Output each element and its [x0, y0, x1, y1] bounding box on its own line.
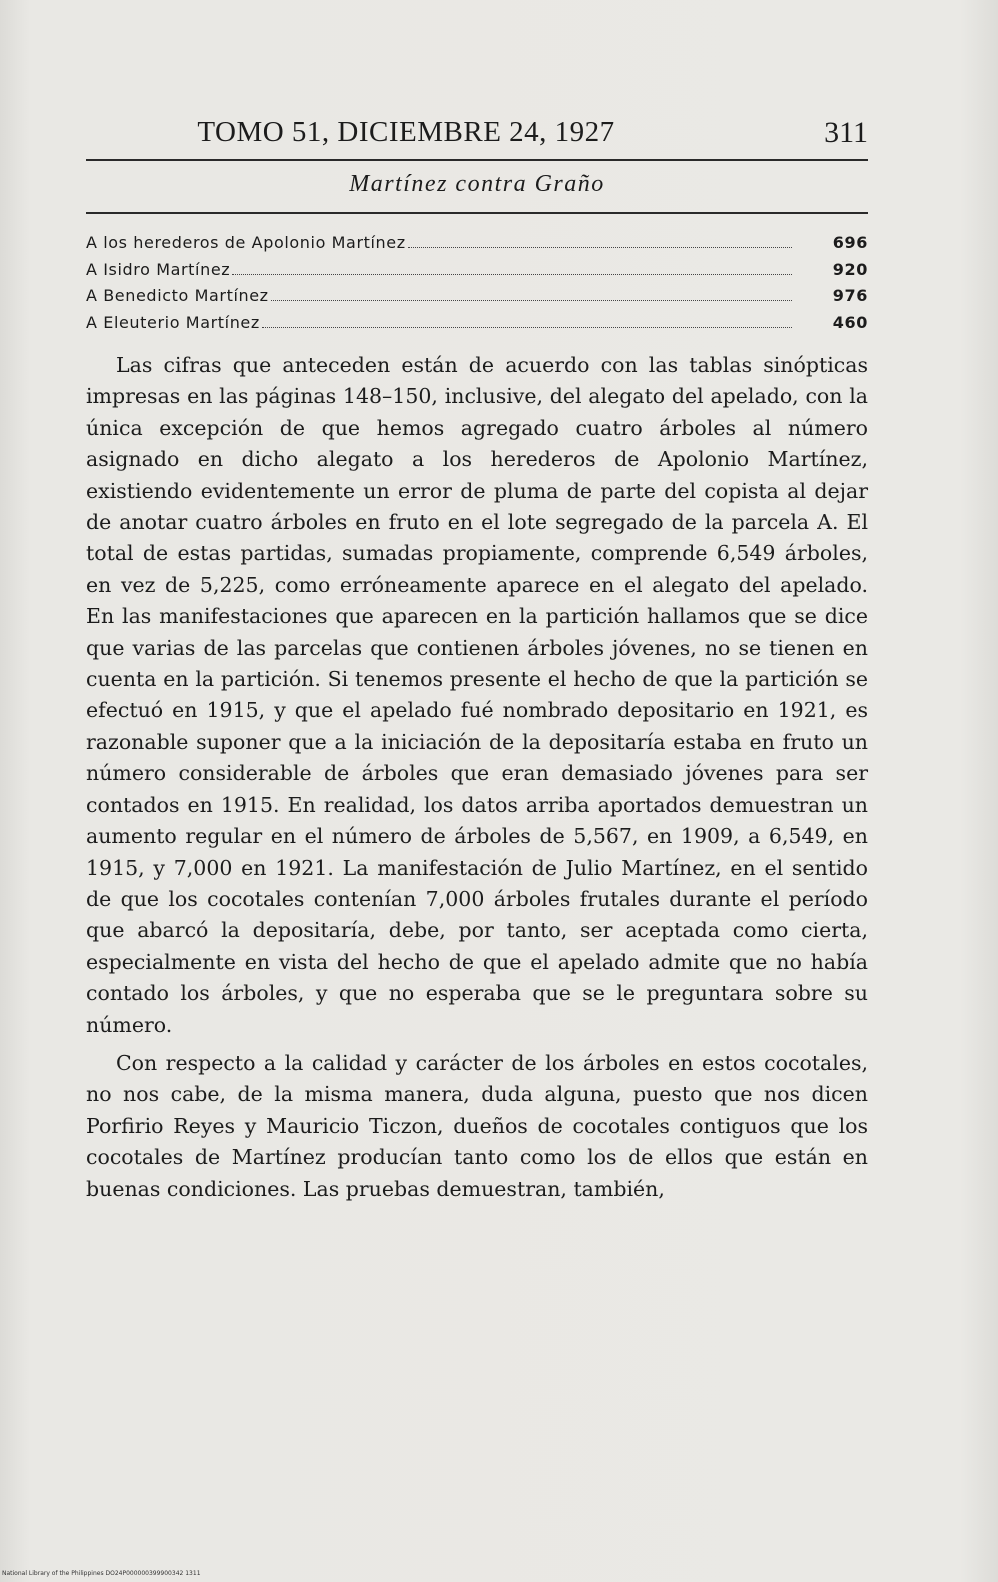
list-item — [86, 286, 868, 313]
tree-count: 696 — [832, 233, 868, 252]
page-number: 311 — [824, 116, 868, 149]
tree-count: 920 — [832, 259, 868, 279]
distribution-list — [86, 233, 868, 339]
dot-leader — [408, 247, 792, 248]
dot-leader — [271, 300, 792, 301]
tree-count: 976 — [832, 286, 868, 305]
dot-leader — [262, 327, 792, 328]
tree-count: 460 — [832, 312, 868, 332]
scan-footer-note: National Library of the Philippines DO24P000000399900342 1311 — [2, 1570, 201, 1577]
running-title: TOMO 51, DICIEMBRE 24, 1927 — [197, 116, 615, 148]
running-head — [86, 116, 868, 156]
header-rule-bottom — [86, 212, 868, 214]
paragraph: Con respecto a la calidad y carácter de los árboles en estos cocotales, no nos cabe, de la misma manera, duda alguna, puesto que nos dicen Porfirio Reyes y Mauricio Ticzon, dueños de cocotales contiguos que los cocotales de Martínez producían tanto como los de ellos que están en buenas condiciones. Las pruebas demuestran, también, — [86, 1050, 868, 1201]
case-title: Martínez contra Graño — [349, 171, 605, 197]
body-text — [86, 350, 868, 1212]
list-item — [86, 233, 868, 260]
heir-name: A los herederos de Apolonio Martínez — [86, 233, 406, 252]
dot-leader — [232, 274, 792, 275]
heir-name: A Eleuterio Martínez — [86, 312, 260, 332]
list-item — [86, 313, 868, 340]
header-rule-top — [86, 159, 868, 161]
paragraph: Las cifras que anteceden están de acuerdo con las tablas sinópticas impresas en las páginas 148–150, inclusive, del alegato del apelado, con la única excepción de que hemos agregado cuatro árboles al número asignado en dicho alegato a los herederos de Apolonio Martínez, existiendo evidentemente un error de pluma de parte del copista al dejar de anotar cuatro árboles en fruto en el lote segregado de la parcela A. El total de estas partidas, sumadas propiamente, comprende 6,549 árboles, en vez de 5,225, como erróneamente aparece en el alegato del apelado. En las manifestaciones que aparecen en la partición hallamos que se dice que varias de las parcelas que contienen árboles jóvenes, no se tienen en cuenta en la partición. Si tenemos presente el hecho de que la partición se efectuó en 1915, y que el apelado fué nombrado depositario en 1921, es razonable suponer que a la iniciación de la depositaría estaba en fruto un número considerable de árboles que eran demasiado jóvenes para ser contados en 1915. En realidad, los datos arriba aportados demuestran un aumento regular en el número de árboles de 5,567, en 1909, a 6,549, en 1915, y 7,000 en 1921. La manifestación de Julio Martínez, en el sentido de que los cocotales contenían 7,000 árboles frutales durante el período que abarcó la depositaría, debe, por tanto, ser aceptada como cierta, especialmente en vista del hecho de que el apelado admite que no había contado los árboles, y que no esperaba que se le preguntara sobre su número. — [86, 353, 868, 1037]
heir-name: A Benedicto Martínez — [86, 286, 269, 305]
heir-name: A Isidro Martínez — [86, 259, 231, 279]
list-item — [86, 260, 868, 287]
